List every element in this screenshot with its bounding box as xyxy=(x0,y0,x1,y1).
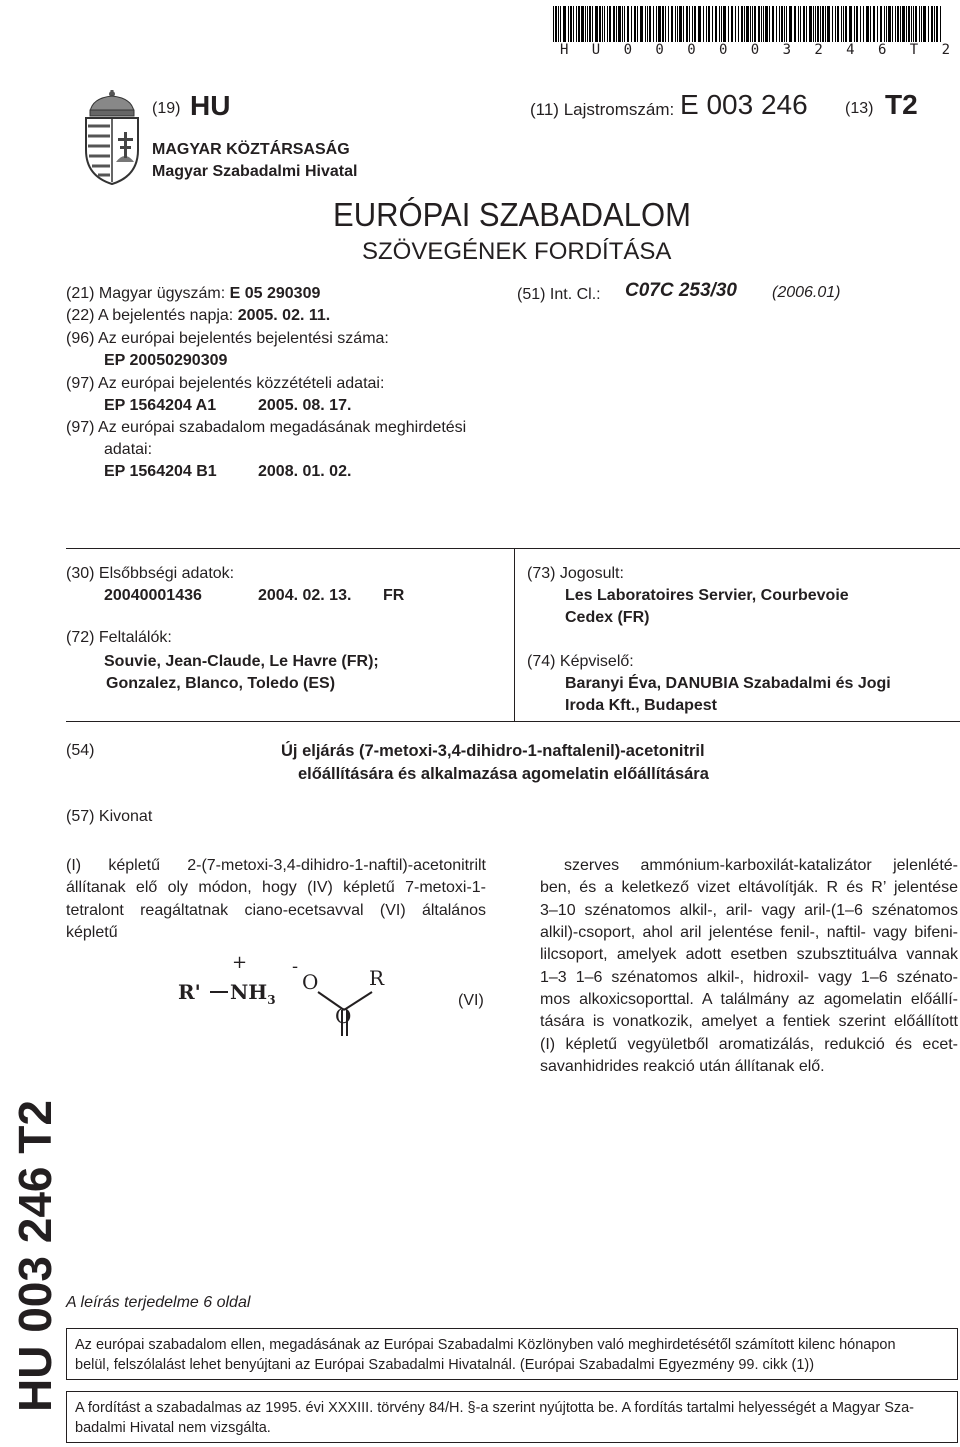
barcode-bar xyxy=(589,6,591,42)
barcode-bar xyxy=(585,6,586,42)
barcode-bar xyxy=(616,6,617,42)
coat-of-arms-emblem xyxy=(80,88,144,188)
barcode-bar xyxy=(738,6,739,42)
state-name: MAGYAR KÖZTÁRSASÁG xyxy=(152,141,350,158)
abstract-left-line-4: képletű xyxy=(66,924,118,941)
barcode-bar xyxy=(675,6,676,42)
barcode-bar xyxy=(671,6,673,42)
barcode-bar xyxy=(934,6,935,42)
barcode-bar xyxy=(609,6,611,42)
proprietor-line-2: Cedex (FR) xyxy=(565,609,650,626)
barcode-bar xyxy=(708,6,710,42)
barcode-bar xyxy=(832,6,833,42)
barcode-bar xyxy=(835,6,836,42)
barcode-bar xyxy=(817,6,819,42)
notice-opposition-line-2: belül, felszólalást lehet benyújtani az Európai Szabadalmi Hivatalnál. (Európai Szabadalmi Egyezmény 99. cikk (1)) xyxy=(75,1357,815,1373)
barcode-bar xyxy=(928,6,929,42)
notice-opposition-line-1: Az európai szabadalom ellen, megadásának az Európai Szabadalmi Közlönyben való meghirdetésétől számított kilenc hónapon xyxy=(75,1337,896,1353)
barcode-digit: 0 xyxy=(718,42,728,58)
barcode-digit: T xyxy=(909,42,919,58)
barcode-bar xyxy=(624,6,625,42)
field-97b-number: EP 1564204 B1 xyxy=(104,463,217,480)
barcode-bar xyxy=(892,6,893,42)
barcode-bar xyxy=(578,6,580,42)
barcode-bar xyxy=(640,6,643,42)
barcode-bar xyxy=(809,6,812,42)
barcode-bar xyxy=(647,6,648,42)
barcode-bar xyxy=(923,6,926,42)
barcode-digit: 6 xyxy=(877,42,887,58)
formula-label: (VI) xyxy=(458,992,484,1009)
barcode-digit: 3 xyxy=(782,42,792,58)
registration-number: E 003 246 xyxy=(680,89,808,120)
barcode-bar xyxy=(683,6,684,42)
invention-title-line-1: Új eljárás (7-metoxi-3,4-dihidro-1-naftalenil)-acetonitril xyxy=(281,742,705,760)
barcode-bar xyxy=(877,6,878,42)
barcode-bar xyxy=(754,6,756,42)
field-51-class: C07C 253/30 xyxy=(625,280,737,301)
barcode-bar xyxy=(919,6,920,42)
country-code: HU xyxy=(190,90,231,121)
barcode-bar xyxy=(908,6,910,42)
document-subtitle: SZÖVEGÉNEK FORDÍTÁSA xyxy=(362,238,672,265)
barcode-bar xyxy=(692,6,693,42)
barcode-digit: 0 xyxy=(655,42,664,58)
barcode-bar xyxy=(721,6,722,42)
field-30-label: (30) Elsőbbségi adatok: xyxy=(66,565,235,582)
field-74-label: (74) Képviselő: xyxy=(527,653,634,670)
barcode-bar xyxy=(553,6,554,42)
barcode-bar xyxy=(815,6,816,42)
barcode-bar xyxy=(618,6,621,42)
barcode-bar xyxy=(906,6,907,42)
barcode-bar xyxy=(662,6,664,42)
field-30-country: FR xyxy=(383,587,405,604)
barcode-bar xyxy=(627,6,629,42)
barcode-bar xyxy=(849,6,852,42)
barcode-bar xyxy=(587,6,588,42)
field-97a-date: 2005. 08. 17. xyxy=(258,397,352,414)
barcode-bar xyxy=(873,6,875,42)
barcode-bar xyxy=(694,6,696,42)
notice-translation-line-1: A fordítást a szabadalmas az 1995. évi XXXIII. törvény 84/H. §-a szerint nyújtotta be. A fordítás tartalmi helyességét a Magyar Sza- xyxy=(75,1400,915,1416)
abstract-left-line-1: (I) képletű 2-(7-metoxi-3,4-dihidro-1-naftil)-acetonitrilt xyxy=(66,857,486,874)
barcode-bar xyxy=(769,6,770,42)
barcode-bar xyxy=(728,6,729,42)
barcode-bar xyxy=(622,6,623,42)
barcode-bar xyxy=(686,6,688,42)
field-51-label: (51) Int. Cl.: xyxy=(517,286,601,303)
barcode-bar xyxy=(735,6,736,42)
field-22: (22) A bejelentés napja: 2005. 02. 11. xyxy=(66,307,331,324)
abstract-right-line-5: lilcsoport, amelyek adott esetben szubsztituálva vannak xyxy=(540,946,958,963)
formula-plus-charge: + xyxy=(232,952,248,973)
barcode-bar xyxy=(866,6,869,42)
field-21: (21) Magyar ügyszám: E 05 290309 xyxy=(66,285,321,302)
field-97a-label: (97) Az európai bejelentés közzétételi adatai: xyxy=(66,375,385,392)
barcode-bar xyxy=(779,6,780,42)
barcode-bar xyxy=(940,6,941,42)
abstract-right-line-4: alkil)-csoport, ahol aril jelentése fenil-, naftil- vagy bifeni- xyxy=(540,924,958,941)
barcode-bar xyxy=(677,6,678,42)
formula-oxygen-bottom: O xyxy=(335,1004,352,1028)
barcode-bar xyxy=(794,6,796,42)
notice-translation xyxy=(66,1391,958,1443)
barcode-bar xyxy=(744,6,745,42)
barcode-digit: 2 xyxy=(941,42,950,58)
barcode-bar xyxy=(900,6,901,42)
field-11-label: (11) Lajstromszám: xyxy=(530,100,675,119)
barcode-digit: U xyxy=(591,42,601,58)
divider-top xyxy=(66,548,960,549)
field-96-value: EP 20050290309 xyxy=(104,352,228,369)
barcode-bar xyxy=(786,6,787,42)
barcode-bar xyxy=(884,6,885,42)
formula-nh3: $NH_3$ xyxy=(230,980,276,1007)
barcode-bar xyxy=(631,6,632,42)
barcode-bar xyxy=(860,6,861,42)
barcode-bar xyxy=(776,6,777,42)
formula-bond-r-n xyxy=(210,991,228,993)
divider-bottom xyxy=(66,721,960,722)
barcode-digit: 4 xyxy=(846,42,855,58)
proprietor-line-1: Les Laboratoires Servier, Courbevoie xyxy=(565,587,849,604)
barcode-bar xyxy=(592,6,593,42)
barcode-bar xyxy=(689,6,690,42)
barcode-bar xyxy=(897,6,899,42)
barcode-bar xyxy=(841,6,842,42)
barcode-bar xyxy=(911,6,912,42)
barcode-bar xyxy=(931,6,933,42)
barcode-bar xyxy=(822,6,824,42)
barcode-bar xyxy=(921,6,922,42)
barcode-bar xyxy=(902,6,905,42)
barcode-bar xyxy=(752,6,753,42)
notice-translation-line-2: badalmi Hivatal nem vizsgálta. xyxy=(75,1420,271,1436)
inventor-line-2: Gonzalez, Blanco, Toledo (ES) xyxy=(106,675,336,692)
barcode-bar xyxy=(856,6,858,42)
representative-line-2: Iroda Kft., Budapest xyxy=(565,697,718,714)
barcode-bar xyxy=(653,6,654,42)
barcode-bar xyxy=(825,6,826,42)
abstract-right-line-7: mos alkoxicsoporttal. A találmány az agomelatin előállí- xyxy=(540,991,958,1008)
document-title: EURÓPAI SZABADALOM xyxy=(333,196,691,233)
barcode-bar xyxy=(765,6,768,42)
barcode-bar xyxy=(602,6,603,42)
office-name: Magyar Szabadalmi Hivatal xyxy=(152,163,358,180)
barcode-bar xyxy=(886,6,887,42)
side-document-id: HU 003 246 T2 xyxy=(9,1100,61,1412)
barcode-bar xyxy=(820,6,821,42)
field-96-label: (96) Az európai bejelentés bejelentési száma: xyxy=(66,330,389,347)
barcode-bar xyxy=(703,6,704,42)
barcode-bar xyxy=(607,6,608,42)
barcode-bar xyxy=(870,6,871,42)
barcode-bar xyxy=(599,6,601,42)
formula-minus-charge: - xyxy=(292,956,299,977)
representative-line-1: Baranyi Éva, DANUBIA Szabadalmi és Jogi xyxy=(565,675,891,692)
abstract-left-line-3: tetralont reagáltatnak ciano-ecetsavval (VI) általános xyxy=(66,902,486,919)
barcode-bar xyxy=(698,6,701,42)
barcode-bar xyxy=(645,6,646,42)
barcode-bar xyxy=(854,6,855,42)
notice-opposition xyxy=(66,1328,958,1380)
barcode-number xyxy=(560,42,950,58)
formula-vi xyxy=(150,950,470,1030)
barcode-bar xyxy=(668,6,669,42)
barcode-bar xyxy=(706,6,707,42)
field-13-label: (13) xyxy=(845,100,874,117)
barcode-bar xyxy=(604,6,605,42)
barcode-bar xyxy=(880,6,882,42)
barcode-bar xyxy=(789,6,792,42)
barcode-bar xyxy=(915,6,917,42)
barcode-bar xyxy=(560,6,561,42)
field-73-label: (73) Jogosult: xyxy=(527,565,624,582)
description-extent: A leírás terjedelme 6 oldal xyxy=(66,1294,251,1311)
barcode-bar xyxy=(576,6,577,42)
abstract-right-line-10: savanhidrides reakció után állítanak elő. xyxy=(540,1058,825,1075)
barcode-bar xyxy=(813,6,814,42)
field-97a-number: EP 1564204 A1 xyxy=(104,397,217,414)
kind-code: T2 xyxy=(885,89,918,120)
barcode-bar xyxy=(845,6,847,42)
barcode-bar xyxy=(731,6,733,42)
abstract-right-line-2: ben, és a keletkező vizet eltávolítják. R és R’ jelentése xyxy=(540,879,958,896)
barcode-bar xyxy=(863,6,864,42)
barcode-digit: 0 xyxy=(623,42,633,58)
barcode-bar xyxy=(563,6,566,42)
barcode-bar xyxy=(895,6,896,42)
barcode-bar xyxy=(936,6,938,42)
barcode-digit: H xyxy=(560,42,569,58)
inventor-line-1: Souvie, Jean-Claude, Le Havre (FR); xyxy=(104,653,379,670)
barcode xyxy=(553,6,951,42)
field-19-label: (19) xyxy=(152,100,181,117)
barcode-bar xyxy=(712,6,713,42)
barcode-digit: 2 xyxy=(814,42,823,58)
abstract-right-line-9: (I) képletű vegyületből aromatizálás, redukció és ecet- xyxy=(540,1036,958,1053)
barcode-bar xyxy=(913,6,914,42)
barcode-bar xyxy=(843,6,844,42)
field-97b-date: 2008. 01. 02. xyxy=(258,463,352,480)
abstract-left-line-2: állítanak elő oly módon, hogy (IV) képletű 7-metoxi-1- xyxy=(66,879,486,896)
barcode-bar xyxy=(827,6,830,42)
barcode-bar xyxy=(806,6,807,42)
formula-r: R xyxy=(369,966,385,990)
field-57-label: (57) Kivonat xyxy=(66,808,153,825)
field-54-label: (54) xyxy=(66,742,95,759)
barcode-bar xyxy=(658,6,661,42)
barcode-bar xyxy=(758,6,760,42)
barcode-bar xyxy=(637,6,638,42)
barcode-bar xyxy=(719,6,720,42)
barcode-bar xyxy=(613,6,615,42)
abstract-right-line-8: tására is vonatkozik, amelyet a fentiek szerint előállított xyxy=(540,1013,958,1030)
barcode-digit: 0 xyxy=(750,42,760,58)
barcode-bar xyxy=(649,6,651,42)
field-72-label: (72) Feltalálók: xyxy=(66,629,172,646)
barcode-bar xyxy=(581,6,584,42)
barcode-bar xyxy=(741,6,743,42)
divider-vertical xyxy=(514,548,515,721)
barcode-bar xyxy=(781,6,783,42)
barcode-bar xyxy=(888,6,891,42)
barcode-bar xyxy=(784,6,785,42)
field-30-date: 2004. 02. 13. xyxy=(258,587,352,604)
barcode-bar xyxy=(573,6,574,42)
barcode-bar xyxy=(555,6,557,42)
barcode-bar xyxy=(570,6,572,42)
field-30-number: 20040001436 xyxy=(104,587,202,604)
barcode-bar xyxy=(761,6,762,42)
barcode-bar xyxy=(558,6,559,42)
abstract-right-line-6: 1–3 1–6 szénatomos alkil-, hidroxil- vagy 1–6 szénato- xyxy=(540,969,958,986)
barcode-bar xyxy=(568,6,569,42)
formula-oxygen-minus: O xyxy=(302,970,319,994)
barcode-bar xyxy=(746,6,749,42)
barcode-bar xyxy=(679,6,682,42)
barcode-bar xyxy=(634,6,636,42)
field-51-version: (2006.01) xyxy=(772,284,841,301)
field-97b-label-line1: (97) Az európai szabadalom megadásának meghirdetési xyxy=(66,419,467,436)
barcode-bar xyxy=(723,6,726,42)
abstract-right-line-1: szerves ammónium-karboxilát-katalizátor jelenlété- xyxy=(564,857,958,874)
barcode-bar xyxy=(800,6,801,42)
barcode-bar xyxy=(665,6,666,42)
barcode-bar xyxy=(656,6,657,42)
barcode-bar xyxy=(798,6,799,42)
barcode-bar xyxy=(837,6,839,42)
invention-title-line-2: előállítására és alkalmazása agomelatin előállítására xyxy=(298,765,709,783)
formula-r-prime: R' xyxy=(178,980,201,1004)
barcode-bar xyxy=(750,6,751,42)
barcode-bar xyxy=(763,6,764,42)
barcode-bar xyxy=(715,6,717,42)
barcode-bar xyxy=(595,6,598,42)
abstract-right-line-3: 3–10 szénatomos alkil-, aril- vagy aril-(1–6 szénatomos xyxy=(540,902,958,919)
barcode-bar xyxy=(772,6,774,42)
barcode-digit: 0 xyxy=(687,42,696,58)
barcode-bar xyxy=(803,6,805,42)
field-97b-label-line2: adatai: xyxy=(104,441,153,458)
